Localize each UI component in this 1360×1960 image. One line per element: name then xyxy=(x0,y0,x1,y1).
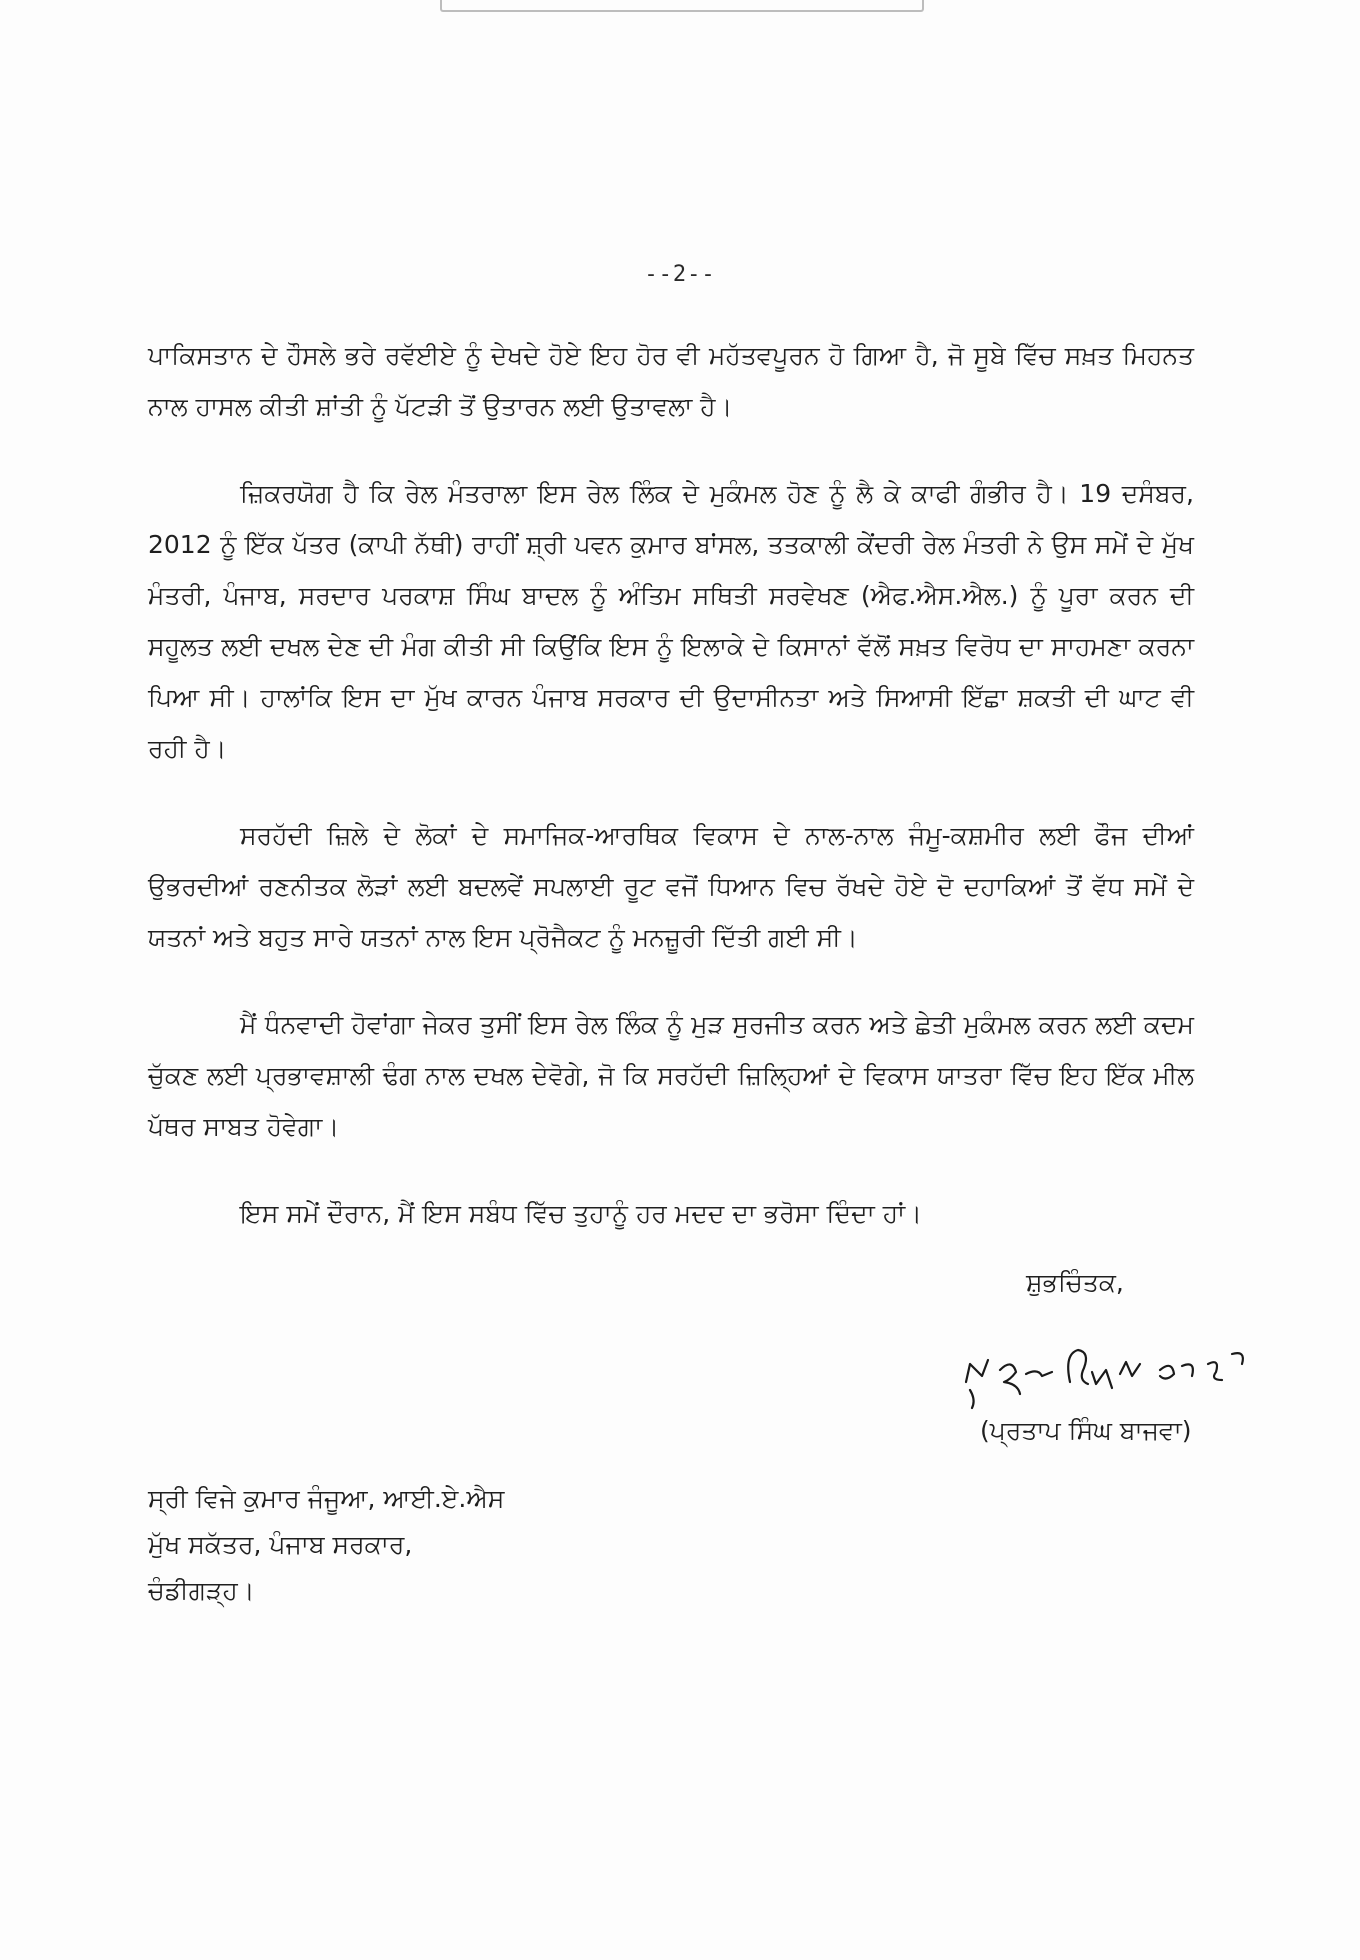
paragraph-5: ਇਸ ਸਮੇਂ ਦੌਰਾਨ, ਮੈਂ ਇਸ ਸਬੰਧ ਵਿੱਚ ਤੁਹਾਨੂੰ ਹਰ ਮਦਦ ਦਾ ਭਰੋਸਾ ਦਿੰਦਾ ਹਾਂ। xyxy=(240,1199,922,1228)
paragraph-3: ਸਰਹੱਦੀ ਜ਼ਿਲੇ ਦੇ ਲੋਕਾਂ ਦੇ ਸਮਾਜਿਕ-ਆਰਥਿਕ ਵਿਕਾਸ ਦੇ ਨਾਲ-ਨਾਲ ਜੰਮੂ-ਕਸ਼ਮੀਰ ਲਈ ਫੌਜ ਦੀਆਂ ਉਭਰਦੀਆਂ ਰਣਨੀਤਕ ਲੋੜਾਂ ਲਈ ਬਦਲਵੇਂ ਸਪਲਾਈ ਰੂਟ ਵਜੋਂ ਧਿਆਨ ਵਿਚ ਰੱਖਦੇ ਹੋਏ ਦੋ ਦਹਾਕਿਆਂ ਤੋਂ ਵੱਧ ਸਮੇਂ ਦੇ ਯਤਨਾਂ ਅਤੇ ਬਹੁਤ ਸਾਰੇ ਯਤਨਾਂ ਨਾਲ ਇਸ ਪ੍ਰੋਜੈਕਟ ਨੂੰ ਮਨਜ਼ੂਰੀ ਦਿੱਤੀ ਗਈ ਸੀ। xyxy=(148,821,1194,952)
paragraph-2: ਜ਼ਿਕਰਯੋਗ ਹੈ ਕਿ ਰੇਲ ਮੰਤਰਾਲਾ ਇਸ ਰੇਲ ਲਿੰਕ ਦੇ ਮੁਕੰਮਲ ਹੋਣ ਨੂੰ ਲੈ ਕੇ ਕਾਫੀ ਗੰਭੀਰ ਹੈ। 19 ਦਸੰਬਰ, 2012 ਨੂੰ ਇੱਕ ਪੱਤਰ (ਕਾਪੀ ਨੱਥੀ) ਰਾਹੀਂ ਸ਼੍ਰੀ ਪਵਨ ਕੁਮਾਰ ਬਾਂਸਲ, ਤਤਕਾਲੀ ਕੇਂਦਰੀ ਰੇਲ ਮੰਤਰੀ ਨੇ ਉਸ ਸਮੇਂ ਦੇ ਮੁੱਖ ਮੰਤਰੀ, ਪੰਜਾਬ, ਸਰਦਾਰ ਪਰਕਾਸ਼ ਸਿੰਘ ਬਾਦਲ ਨੂੰ ਅੰਤਿਮ ਸਥਿਤੀ ਸਰਵੇਖਣ (ਐਫ.ਐਸ.ਐਲ.) ਨੂੰ ਪੂਰਾ ਕਰਨ ਦੀ ਸਹੂਲਤ ਲਈ ਦਖਲ ਦੇਣ ਦੀ ਮੰਗ ਕੀਤੀ ਸੀ ਕਿਉਂਕਿ ਇਸ ਨੂੰ ਇਲਾਕੇ ਦੇ ਕਿਸਾਨਾਂ ਵੱਲੋਂ ਸਖ਼ਤ ਵਿਰੋਧ ਦਾ ਸਾਹਮਣਾ ਕਰਨਾ ਪਿਆ ਸੀ। ਹਾਲਾਂਕਿ ਇਸ ਦਾ ਮੁੱਖ ਕਾਰਨ ਪੰਜਾਬ ਸਰਕਾਰ ਦੀ ਉਦਾਸੀਨਤਾ ਅਤੇ ਸਿਆਸੀ ਇੱਛਾ ਸ਼ਕਤੀ ਦੀ ਘਾਟ ਵੀ ਰਹੀ ਹੈ। xyxy=(148,479,1194,763)
recipient-address xyxy=(148,1476,504,1614)
signer-name: (ਪ੍ਰਤਾਪ ਸਿੰਘ ਬਾਜਵਾ) xyxy=(980,1416,1192,1445)
scan-edge-mark xyxy=(440,0,924,12)
page-number: --2-- xyxy=(644,262,716,287)
letter-body xyxy=(148,330,1194,1275)
recipient-name: ਸ੍ਰੀ ਵਿਜੇ ਕੁਮਾਰ ਜੰਜੂਆ, ਆਈ.ਏ.ਐਸ xyxy=(148,1484,505,1513)
recipient-title: ਮੁੱਖ ਸਕੱਤਰ, ਪੰਜਾਬ ਸਰਕਾਰ, xyxy=(148,1530,413,1559)
recipient-city: ਚੰਡੀਗੜ੍ਹ। xyxy=(148,1576,255,1605)
paragraph-1: ਪਾਕਿਸਤਾਨ ਦੇ ਹੌਸਲੇ ਭਰੇ ਰਵੱਈਏ ਨੂੰ ਦੇਖਦੇ ਹੋਏ ਇਹ ਹੋਰ ਵੀ ਮਹੱਤਵਪੂਰਨ ਹੋ ਗਿਆ ਹੈ, ਜੋ ਸੂਬੇ ਵਿੱਚ ਸਖ਼ਤ ਮਿਹਨਤ ਨਾਲ ਹਾਸਲ ਕੀਤੀ ਸ਼ਾਂਤੀ ਨੂੰ ਪੱਟੜੀ ਤੋਂ ਉਤਾਰਨ ਲਈ ਉਤਾਵਲਾ ਹੈ। xyxy=(148,341,1194,421)
handwritten-signature xyxy=(960,1324,1330,1424)
paragraph-4: ਮੈਂ ਧੰਨਵਾਦੀ ਹੋਵਾਂਗਾ ਜੇਕਰ ਤੁਸੀਂ ਇਸ ਰੇਲ ਲਿੰਕ ਨੂੰ ਮੁੜ ਸੁਰਜੀਤ ਕਰਨ ਅਤੇ ਛੇਤੀ ਮੁਕੰਮਲ ਕਰਨ ਲਈ ਕਦਮ ਚੁੱਕਣ ਲਈ ਪ੍ਰਭਾਵਸ਼ਾਲੀ ਢੰਗ ਨਾਲ ਦਖਲ ਦੇਵੋਗੇ, ਜੋ ਕਿ ਸਰਹੱਦੀ ਜ਼ਿਲ੍ਹਿਆਂ ਦੇ ਵਿਕਾਸ ਯਾਤਰਾ ਵਿੱਚ ਇਹ ਇੱਕ ਮੀਲ ਪੱਥਰ ਸਾਬਤ ਹੋਵੇਗਾ। xyxy=(148,1010,1194,1141)
closing-salutation: ਸ਼ੁਭਚਿੰਤਕ, xyxy=(1026,1268,1124,1297)
